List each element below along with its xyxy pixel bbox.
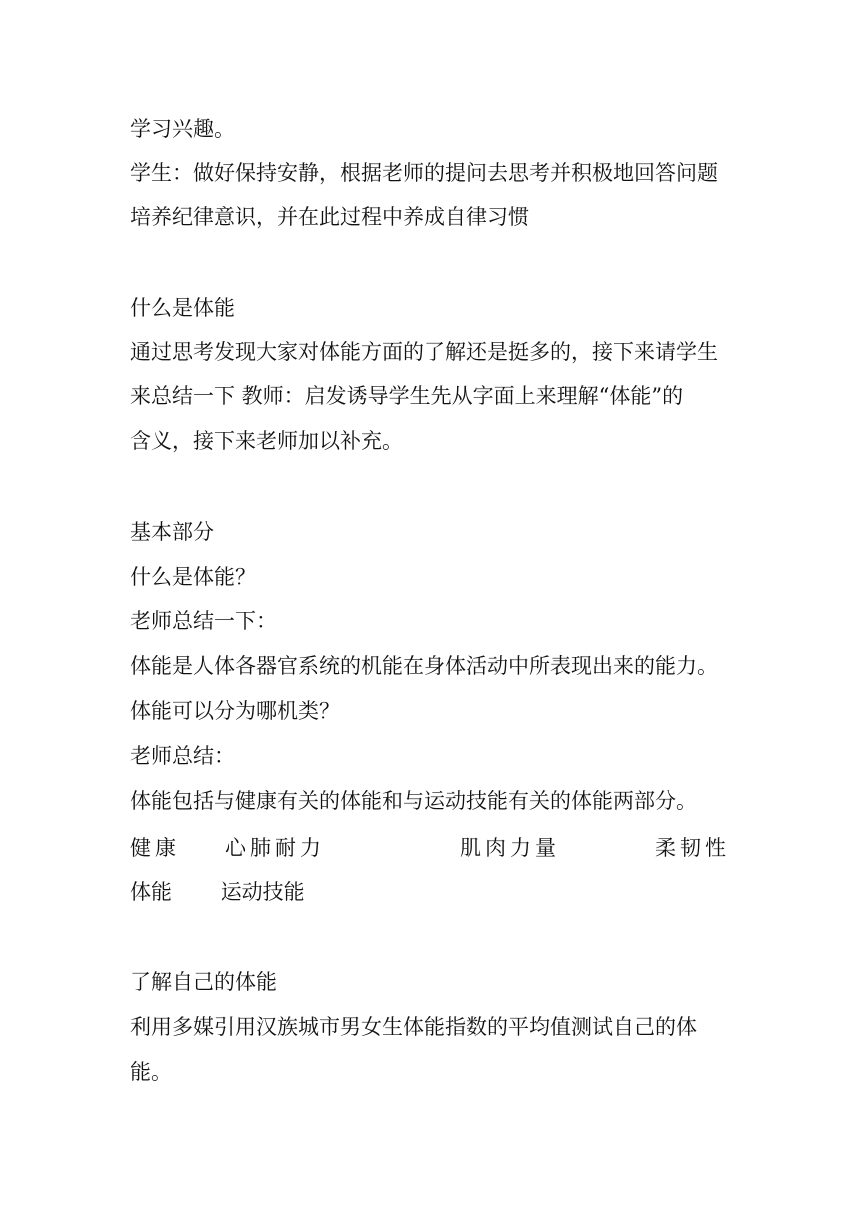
question-fitness-categories: 体能可以分为哪机类？	[130, 699, 340, 723]
fitness-conclusion: 体能包括与健康有关的体能和与运动技能有关的体能两部分。	[130, 789, 697, 813]
section-heading-basic-part: 基本部分	[130, 520, 214, 544]
what-para-line-1: 通过思考发现大家对体能方面的了解还是挺多的，接下来请学生	[130, 340, 718, 364]
section-heading-know-your-fitness: 了解自己的体能	[130, 970, 277, 994]
what-para-line-3: 含义，接下来老师加以补充。	[130, 429, 403, 453]
question-what-is-fitness: 什么是体能？	[130, 565, 256, 589]
section-heading-what-is-fitness: 什么是体能	[130, 296, 235, 320]
table-cell: 体能	[130, 880, 172, 904]
what-para-line-2: 来总结一下 教师：启发诱导学生先从字面上来理解“体能”的	[130, 384, 684, 408]
fitness-definition: 体能是人体各器官系统的机能在身体活动中所表现出来的能力。	[130, 654, 718, 678]
self-para-line-1: 利用多媒引用汉族城市男女生体能指数的平均值测试自己的体	[130, 1015, 697, 1039]
table-cell: 心肺耐力	[225, 836, 325, 860]
intro-line-2: 学生：做好保持安静，根据老师的提问去思考并积极地回答问题	[130, 161, 718, 185]
table-cell: 运动技能	[220, 880, 305, 904]
teacher-summary-label-2: 老师总结：	[130, 744, 235, 768]
fitness-table-row-2	[130, 877, 730, 907]
table-cell: 肌肉力量	[460, 836, 560, 860]
teacher-summary-label: 老师总结一下：	[130, 609, 277, 633]
intro-line-1: 学习兴趣。	[130, 117, 235, 141]
fitness-table-row-1	[130, 833, 730, 863]
intro-line-3: 培养纪律意识，并在此过程中养成自律习惯	[130, 205, 529, 229]
table-cell: 柔韧性	[655, 836, 730, 860]
table-cell: 健康	[130, 836, 180, 860]
self-para-line-2: 能。	[130, 1060, 172, 1084]
